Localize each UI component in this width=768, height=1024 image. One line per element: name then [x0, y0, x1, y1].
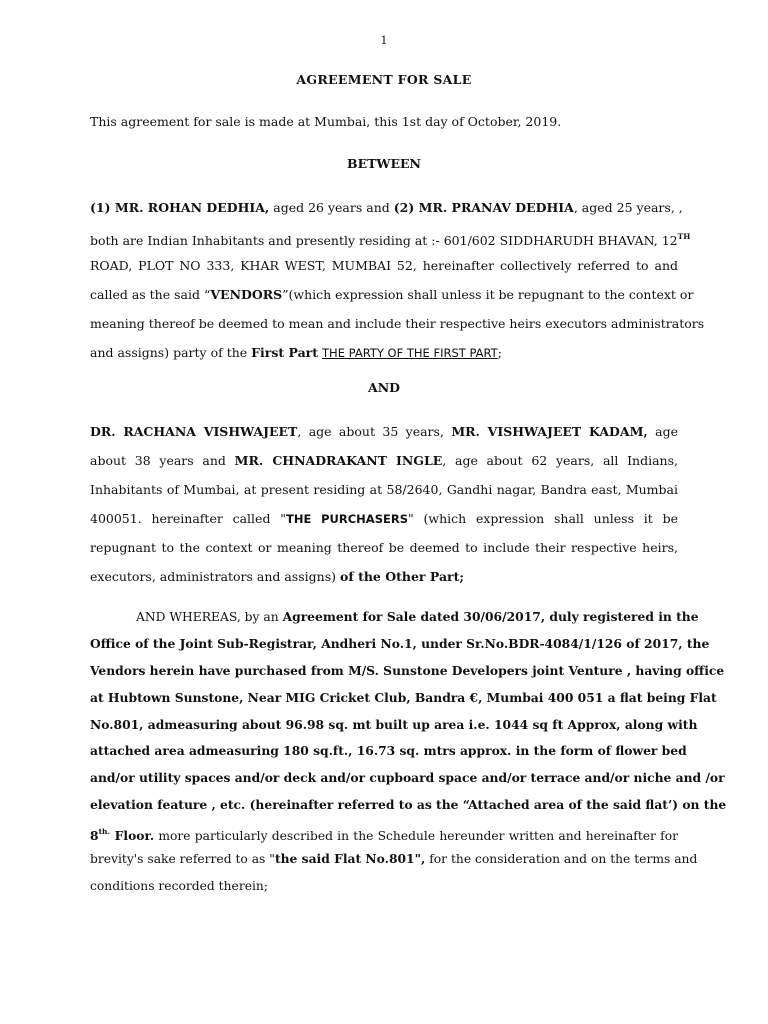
purchaser-1-name: DR. RACHANA VISHWAJEET — [90, 424, 298, 439]
whereas-text: brevity's sake referred to as " — [90, 852, 275, 867]
whereas-line-7: and/or utility spaces and/or deck and/or cupboard space and/or terrace and/or niche and /or — [90, 770, 725, 786]
floor-label: Floor. — [110, 828, 155, 844]
whereas-text: AND WHEREAS, by an — [136, 610, 283, 624]
vendors-line-6 — [90, 338, 678, 367]
purchasers-text: executors, administrators and assigns) — [90, 569, 340, 584]
floor-number: 8 — [90, 828, 99, 844]
purchaser-1-age: , age about 35 years, — [297, 424, 452, 439]
superscript-th: th. — [98, 827, 111, 837]
intro-paragraph: This agreement for sale is made at Mumbai, this 1st day of October, 2019. — [90, 114, 562, 129]
whereas-line-9 — [90, 819, 678, 846]
vendors-text: called as the said “ — [90, 287, 211, 302]
purchasers-text: , age about 62 years, all Indians, — [442, 453, 678, 468]
whereas-paragraph — [90, 604, 727, 900]
document-title: AGREEMENT FOR SALE — [296, 72, 472, 87]
purchasers-text: " (which expression shall unless it be — [407, 511, 678, 526]
whereas-text: more particularly described in the Schedule hereunder written and hereinafter for — [154, 829, 678, 844]
purchaser-2-name: MR. VISHWAJEET KADAM, — [451, 424, 648, 439]
purchasers-paragraph — [90, 417, 678, 591]
page-number: 1 — [380, 34, 388, 47]
whereas-line-6: attached area admeasuring 180 sq.ft., 16.73 sq. mtrs approx. in the form of flower bed — [90, 743, 687, 759]
whereas-line-8: elevation feature , etc. (hereinafter referred to as the “Attached area of the said flat’) on the — [90, 797, 727, 813]
party-first-part: THE PARTY OF THE FIRST PART — [322, 346, 498, 360]
vendor-2-age: , aged 25 years, , — [573, 200, 683, 215]
whereas-text: for the consideration and on the terms and — [425, 852, 698, 867]
vendor-2-name: (2) MR. PRANAV DEDHIA — [393, 200, 574, 215]
vendors-text: ”(which expression shall unless it be repugnant to the context or — [282, 287, 694, 302]
whereas-line-4: at Hubtown Sunstone, Near MIG Cricket Club, Bandra €, Mumbai 400 051 a flat being Flat — [90, 689, 717, 705]
whereas-line-11: conditions recorded therein; — [90, 878, 268, 893]
and-heading: AND — [368, 380, 400, 395]
agreement-reference: Agreement for Sale dated 30/06/2017, duly registered in the — [282, 609, 699, 624]
vendors-line-1 — [90, 193, 683, 222]
vendors-paragraph — [90, 193, 705, 367]
purchasers-term: THE PURCHASERS — [285, 512, 408, 526]
purchasers-line-4 — [90, 504, 678, 533]
vendors-line-3: ROAD, PLOT NO 333, KHAR WEST, MUMBAI 52, hereinafter collectively referred to and — [90, 258, 678, 273]
superscript-th: TH — [677, 232, 691, 241]
vendors-text: and assigns) party of the — [90, 345, 252, 360]
purchaser-3-name: MR. CHNADRAKANT INGLE — [234, 453, 443, 468]
flat-reference: the said Flat No.801", — [274, 851, 426, 867]
vendors-text: ; — [497, 345, 502, 360]
vendors-line-2 — [90, 222, 691, 251]
whereas-line-10 — [90, 846, 698, 873]
purchasers-line-5: repugnant to the context or meaning thereof be deemed to include their respective heirs, — [90, 540, 678, 555]
first-part-label: First Part — [251, 345, 319, 360]
between-heading: BETWEEN — [347, 156, 421, 171]
purchasers-line-6 — [90, 562, 678, 591]
whereas-line-1 — [90, 604, 699, 631]
vendor-1-age: aged 26 years and — [269, 200, 394, 215]
vendors-line-4 — [90, 280, 694, 309]
vendors-term: VENDORS — [210, 287, 283, 302]
vendor-1-name: (1) MR. ROHAN DEDHIA, — [90, 200, 270, 215]
purchasers-text: age — [647, 424, 679, 439]
purchasers-text: 400051. hereinafter called " — [90, 511, 286, 526]
purchasers-text: about 38 years and — [90, 453, 235, 468]
purchasers-line-3: Inhabitants of Mumbai, at present residing at 58/2640, Gandhi nagar, Bandra east, Mumbai — [90, 482, 678, 497]
purchasers-line-1 — [90, 417, 678, 446]
whereas-line-2: Office of the Joint Sub-Registrar, Andheri No.1, under Sr.No.BDR-4084/1/126 of 2017, the — [90, 635, 710, 651]
whereas-line-5: No.801, admeasuring about 96.98 sq. mt built up area i.e. 1044 sq ft Approx, along with — [90, 716, 698, 732]
vendors-address: both are Indian Inhabitants and presently residing at :- 601/602 SIDDHARUDH BHAVAN, 12 — [90, 233, 678, 248]
vendors-line-5: meaning thereof be deemed to mean and include their respective heirs executors administrators — [90, 316, 705, 331]
other-part-label: of the Other Part; — [340, 569, 465, 584]
whereas-line-3: Vendors herein have purchased from M/S. Sunstone Developers joint Venture , having office — [90, 662, 725, 678]
purchasers-line-2 — [90, 446, 678, 475]
